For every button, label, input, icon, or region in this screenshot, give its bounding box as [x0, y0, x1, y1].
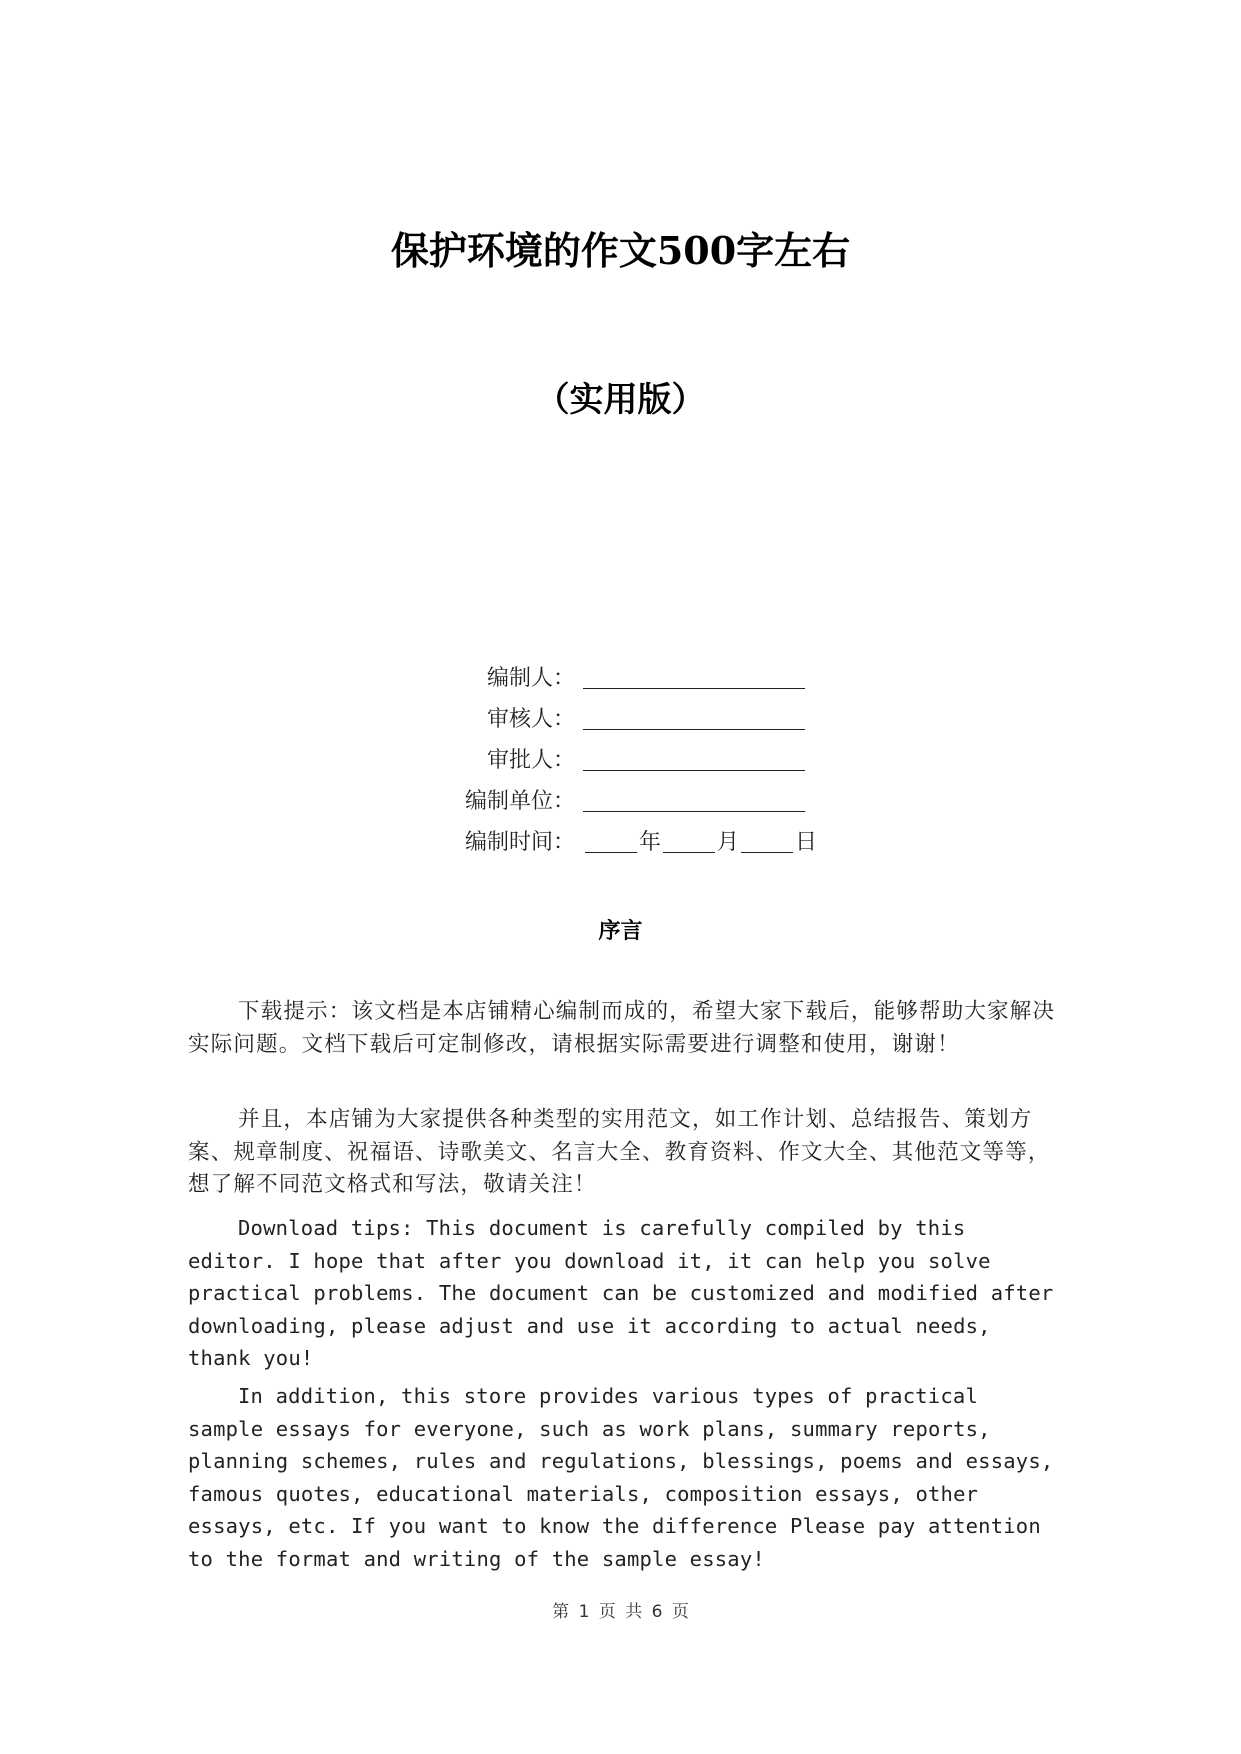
- meta-label-compiler: 编制人：: [486, 666, 575, 691]
- paragraph-text: 下载提示：该文档是本店铺精心编制而成的，希望大家下载后，能够帮助大家解决实际问题。文档下载后可定制修改，请根据实际需要进行调整和使用，谢谢！: [188, 999, 1056, 1057]
- date-unit-day: 日: [795, 830, 818, 855]
- date-blank-month[interactable]: [663, 830, 715, 853]
- meta-label-date: 编制时间：: [464, 830, 575, 855]
- meta-label-approver: 审批人：: [486, 748, 575, 773]
- paragraph-download-tip-zh: [188, 996, 1058, 1061]
- meta-row-compiler: [445, 658, 865, 699]
- document-title: 保护环境的作文500字左右: [390, 228, 851, 273]
- preface-heading: 序言: [598, 918, 643, 944]
- meta-label-unit: 编制单位：: [464, 789, 575, 814]
- meta-row-unit: [432, 781, 865, 822]
- date-unit-month: 月: [717, 830, 740, 855]
- date-blank-year[interactable]: [585, 830, 637, 853]
- date-unit-year: 年: [639, 830, 662, 855]
- meta-blank-unit[interactable]: [583, 789, 805, 812]
- meta-row-approver: [445, 740, 865, 781]
- paragraph-store-offer-zh: [188, 1104, 1058, 1202]
- paragraph-text: 并且，本店铺为大家提供各种类型的实用范文，如工作计划、总结报告、策划方案、规章制度、祝福语、诗歌美文、名言大全、教育资料、作文大全、其他范文等等，想了解不同范文格式和写法，敬请关注！: [188, 1107, 1051, 1197]
- page-footer: 第 1 页 共 6 页: [552, 1602, 689, 1622]
- meta-row-date: [432, 822, 865, 863]
- paragraph-text: In addition, this store provides various types of practical sample essays for everyone, such as work plans, summary reports, planning schemes, rules and regulations, blessings, poems and essays, famous quotes, educational materials, composition essays, other essays, etc. If you want to know the difference Please pay attention to the format and writing of the sample essay!: [188, 1384, 1054, 1571]
- paragraph-text: Download tips: This document is carefully compiled by this editor. I hope that after you download it, it can help you solve practical problems. The document can be customized and modified after downloading, please adjust and use it according to actual needs, thank you!: [188, 1216, 1054, 1370]
- paragraph-store-offer-en: [188, 1380, 1058, 1575]
- meta-blank-compiler[interactable]: [583, 666, 805, 689]
- meta-fields: [445, 658, 865, 863]
- meta-blank-approver[interactable]: [583, 748, 805, 771]
- date-blank-day[interactable]: [741, 830, 793, 853]
- meta-row-reviewer: [445, 699, 865, 740]
- meta-label-reviewer: 审核人：: [486, 707, 575, 732]
- meta-blank-reviewer[interactable]: [583, 707, 805, 730]
- paragraph-download-tip-en: [188, 1212, 1058, 1375]
- document-subtitle: （实用版）: [535, 380, 706, 420]
